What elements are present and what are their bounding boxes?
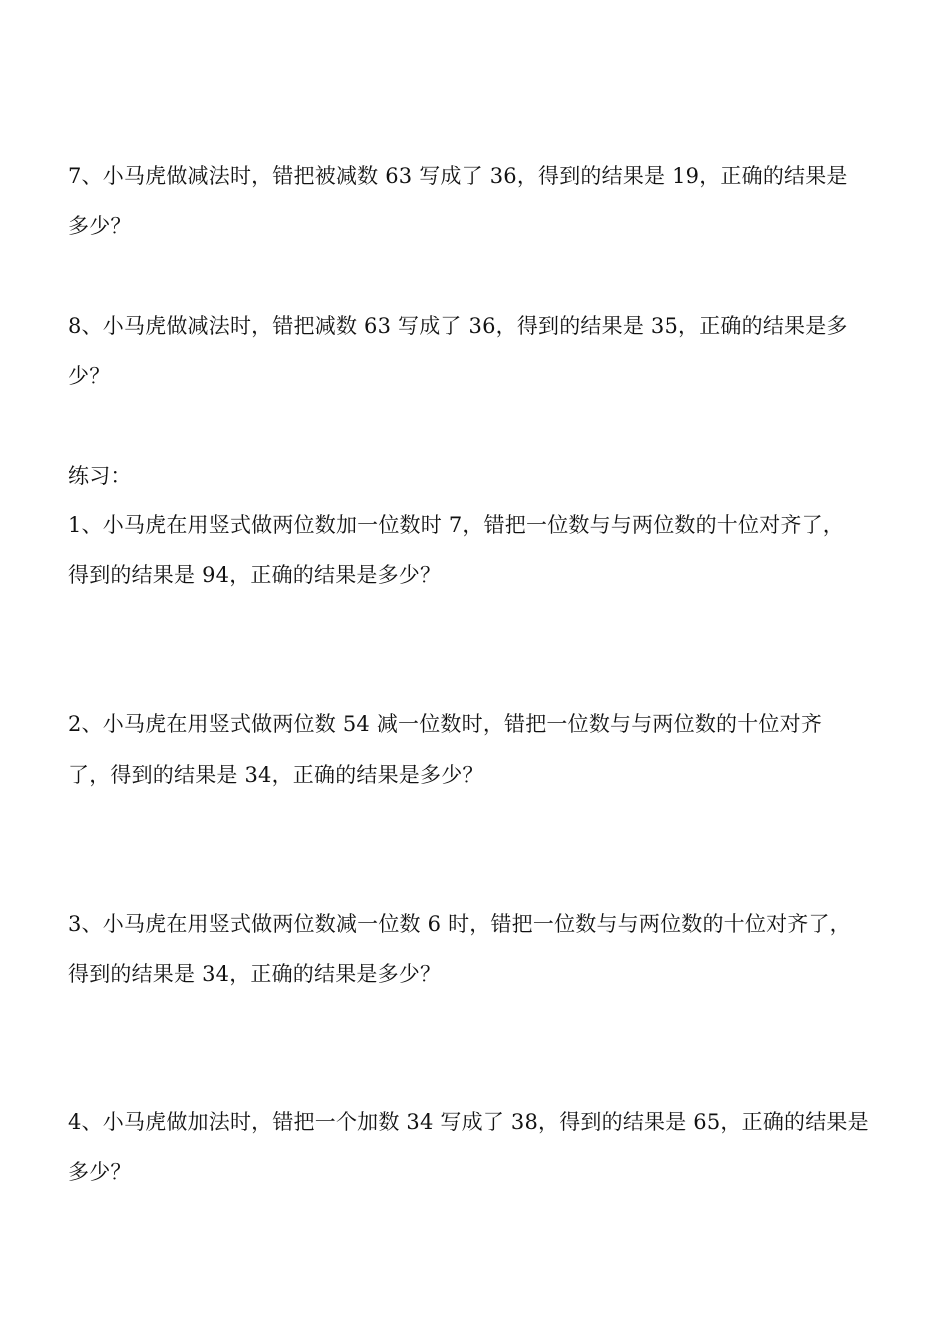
problem-8-line-1: 8、小马虎做减法时，错把减数 63 写成了 36，得到的结果是 35，正确的结果是多 xyxy=(68,314,848,338)
problem-7-line-1: 7、小马虎做减法时，错把被减数 63 写成了 36，得到的结果是 19，正确的结果是 xyxy=(68,164,848,188)
practice-item-2-line-1: 2、小马虎在用竖式做两位数 54 减一位数时，错把一位数与与两位数的十位对齐 xyxy=(68,712,823,736)
practice-item-3-line-1: 3、小马虎在用竖式做两位数减一位数 6 时，错把一位数与与两位数的十位对齐了， xyxy=(68,912,851,936)
practice-item-1-line-2: 得到的结果是 94，正确的结果是多少？ xyxy=(68,563,442,587)
practice-item-2-line-2: 了，得到的结果是 34，正确的结果是多少？ xyxy=(68,763,484,787)
practice-item-4-line-1: 4、小马虎做加法时，错把一个加数 34 写成了 38，得到的结果是 65，正确的结果是 xyxy=(68,1110,869,1134)
practice-item-4-line-2: 多少？ xyxy=(68,1160,132,1184)
practice-item-1-line-1: 1、小马虎在用竖式做两位数加一位数时 7，错把一位数与与两位数的十位对齐了， xyxy=(68,513,844,537)
practice-heading: 练习： xyxy=(68,464,132,488)
practice-item-3-line-2: 得到的结果是 34，正确的结果是多少？ xyxy=(68,962,442,986)
problem-8-line-2: 少？ xyxy=(68,364,111,388)
problem-7-line-2: 多少？ xyxy=(68,214,132,238)
